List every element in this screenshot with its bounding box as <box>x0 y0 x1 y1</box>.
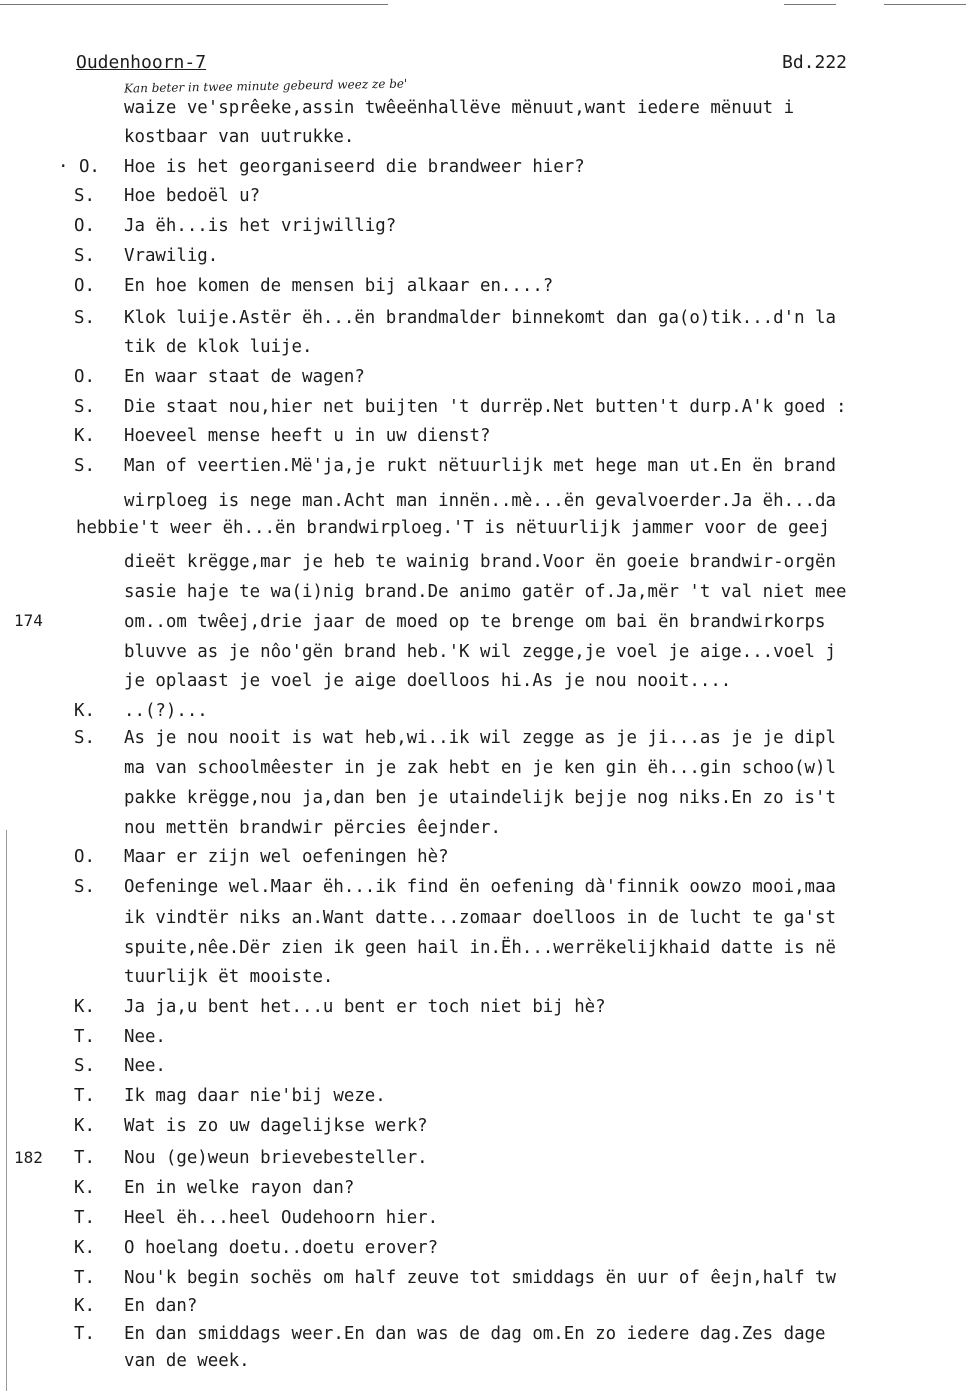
volume-number: Bd.222 <box>782 52 848 73</box>
utterance-text: tik de klok luije. <box>124 337 313 357</box>
speaker-label: K. <box>74 1116 95 1136</box>
transcript-line <box>0 185 966 207</box>
transcript-line <box>0 1055 966 1077</box>
utterance-text: Nou (ge)weun brievebesteller. <box>124 1148 428 1168</box>
utterance-text: Maar er zijn wel oefeningen hè? <box>124 847 449 867</box>
transcript-line <box>0 455 966 477</box>
utterance-text: om..om twêej,drie jaar de moed op te brenge om bai ën brandwirkorps <box>124 612 826 632</box>
transcript-line <box>0 97 966 119</box>
utterance-text: Heel ëh...heel Oudehoorn hier. <box>124 1208 439 1228</box>
transcript-line <box>0 490 966 512</box>
transcript-line <box>0 787 966 809</box>
transcript-line <box>0 517 966 539</box>
utterance-text: Nee. <box>124 1027 166 1047</box>
transcript-line <box>0 1147 966 1169</box>
utterance-text: hebbie't weer ëh...ën brandwirploeg.'T is nëtuurlijk jammer voor de geej <box>76 518 830 538</box>
utterance-text: Hoeveel mense heeft u in uw dienst? <box>124 426 491 446</box>
utterance-text: ik vindtër niks an.Want datte...zomaar doelloos in de lucht te ga'st <box>124 908 836 928</box>
margin-line-number: 174 <box>14 611 43 630</box>
speaker-label: T. <box>74 1324 95 1344</box>
transcript-line <box>0 611 966 633</box>
utterance-text: En in welke rayon dan? <box>124 1178 355 1198</box>
transcript-line <box>0 551 966 573</box>
utterance-text: dieët krëgge,mar je heb te wainig brand.Voor ën goeie brandwir-orgën <box>124 552 836 572</box>
utterance-text: Ja ëh...is het vrijwillig? <box>124 216 397 236</box>
speaker-label: K. <box>74 1178 95 1198</box>
transcript-line <box>0 641 966 663</box>
transcript-line <box>0 1085 966 1107</box>
speaker-label: S. <box>74 877 95 897</box>
transcript-line <box>0 1237 966 1259</box>
transcript-line <box>0 425 966 447</box>
utterance-text: ..(?)... <box>124 701 208 721</box>
speaker-label: S. <box>74 456 95 476</box>
utterance-text: En hoe komen de mensen bij alkaar en....? <box>124 276 554 296</box>
transcript-line <box>0 307 966 329</box>
transcript-line <box>0 907 966 929</box>
transcript-line <box>0 156 966 178</box>
speaker-label: T. <box>74 1208 95 1228</box>
speaker-label: K. <box>74 997 95 1017</box>
transcript-line <box>0 727 966 749</box>
transcript-line <box>0 126 966 148</box>
top-rule-far-right <box>884 4 966 5</box>
utterance-text: ma van schoolmêester in je zak hebt en je ken gin ëh...gin schoo(w)l <box>124 758 836 778</box>
transcript-line <box>0 846 966 868</box>
transcript-line <box>0 670 966 692</box>
speaker-label: K. <box>74 1238 95 1258</box>
speaker-label: S. <box>74 1056 95 1076</box>
utterance-text: je oplaast je voel je aige doelloos hi.As je nou nooit.... <box>124 671 732 691</box>
utterance-text: Hoe is het georganiseerd die brandweer hier? <box>124 157 585 177</box>
transcript-line <box>0 1267 966 1289</box>
utterance-text: van de week. <box>124 1351 250 1371</box>
utterance-text: wirploeg is nege man.Acht man innën..mè...ën gevalvoerder.Ja ëh...da <box>124 491 836 511</box>
handwritten-annotation: Kan beter in twee minute gebeurd weez ze be' <box>123 76 408 96</box>
transcript-line <box>0 1115 966 1137</box>
utterance-text: spuite,nêe.Dër zien ik geen hail in.Ëh...werrëkelijkhaid datte is në <box>124 938 836 958</box>
speaker-label: S. <box>74 397 95 417</box>
speaker-label: S. <box>74 308 95 328</box>
transcript-line <box>0 336 966 358</box>
transcript-line <box>0 817 966 839</box>
transcript-line <box>0 1350 966 1372</box>
speaker-label: T. <box>74 1148 95 1168</box>
transcript-line <box>0 366 966 388</box>
speaker-label: K. <box>74 701 95 721</box>
transcript-line <box>0 215 966 237</box>
speaker-label: T. <box>74 1027 95 1047</box>
speaker-label: T. <box>74 1268 95 1288</box>
speaker-label: · O. <box>58 157 100 177</box>
utterance-text: Ja ja,u bent het...u bent er toch niet bij hè? <box>124 997 606 1017</box>
speaker-label: T. <box>74 1086 95 1106</box>
utterance-text: Nou'k begin sochës om half zeuve tot smiddags ën uur of êejn,half tw <box>124 1268 836 1288</box>
speaker-label: O. <box>74 216 95 236</box>
utterance-text: Ik mag daar nie'bij weze. <box>124 1086 386 1106</box>
speaker-label: O. <box>74 847 95 867</box>
transcript-line <box>0 996 966 1018</box>
speaker-label: S. <box>74 246 95 266</box>
utterance-text: O hoelang doetu..doetu erover? <box>124 1238 439 1258</box>
speaker-label: K. <box>74 1296 95 1316</box>
utterance-text: En dan smiddags weer.En dan was de dag om.En zo iedere dag.Zes dage <box>124 1324 826 1344</box>
page-title: Oudenhoorn-7 <box>76 52 207 73</box>
transcript-line <box>0 1295 966 1317</box>
utterance-text: Vrawilig. <box>124 246 219 266</box>
utterance-text: pakke krëgge,nou ja,dan ben je utaindelijk bejje nog niks.En zo is't <box>124 788 836 808</box>
utterance-text: tuurlijk ët mooiste. <box>124 967 334 987</box>
transcript-line <box>0 1323 966 1345</box>
transcript-line <box>0 700 966 722</box>
top-rule <box>0 4 388 5</box>
speaker-label: K. <box>74 426 95 446</box>
transcript-line <box>0 396 966 418</box>
margin-line-number: 182 <box>14 1148 43 1167</box>
transcript-line <box>0 1207 966 1229</box>
utterance-text: Wat is zo uw dagelijkse werk? <box>124 1116 428 1136</box>
transcript-line <box>0 937 966 959</box>
utterance-text: bluvve as je nôo'gën brand heb.'K wil zegge,je voel je aige...voel j <box>124 642 836 662</box>
transcript-line <box>0 581 966 603</box>
transcript-line <box>0 966 966 988</box>
top-rule-right <box>784 4 836 5</box>
transcript-line <box>0 876 966 898</box>
transcript-line <box>0 1026 966 1048</box>
utterance-text: sasie haje te wa(i)nig brand.De animo gatër of.Ja,mër 't val niet mee <box>124 582 847 602</box>
utterance-text: Nee. <box>124 1056 166 1076</box>
transcript-line <box>0 1177 966 1199</box>
transcript-line <box>0 275 966 297</box>
utterance-text: waize ve'sprêeke,assin twêeënhallëve mënuut,want iedere mënuut i <box>124 98 795 118</box>
speaker-label: O. <box>74 367 95 387</box>
transcript-line <box>0 245 966 267</box>
utterance-text: nou mettën brandwir përcies êejnder. <box>124 818 501 838</box>
utterance-text: Die staat nou,hier net buijten 't durrëp.Net butten't durp.A'k goed : <box>124 397 847 417</box>
speaker-label: O. <box>74 276 95 296</box>
utterance-text: En dan? <box>124 1296 198 1316</box>
utterance-text: Man of veertien.Më'ja,je rukt nëtuurlijk met hege man ut.En ën brand <box>124 456 836 476</box>
transcript-line <box>0 757 966 779</box>
utterance-text: Hoe bedoël u? <box>124 186 261 206</box>
utterance-text: En waar staat de wagen? <box>124 367 365 387</box>
utterance-text: Oefeninge wel.Maar ëh...ik find ën oefening dà'finnik oowzo mooi,maa <box>124 877 836 897</box>
speaker-label: S. <box>74 728 95 748</box>
utterance-text: As je nou nooit is wat heb,wi..ik wil zegge as je ji...as je je dipl <box>124 728 836 748</box>
utterance-text: kostbaar van uutrukke. <box>124 127 355 147</box>
utterance-text: Klok luije.Astër ëh...ën brandmalder binnekomt dan ga(o)tik...d'n la <box>124 308 836 328</box>
speaker-label: S. <box>74 186 95 206</box>
